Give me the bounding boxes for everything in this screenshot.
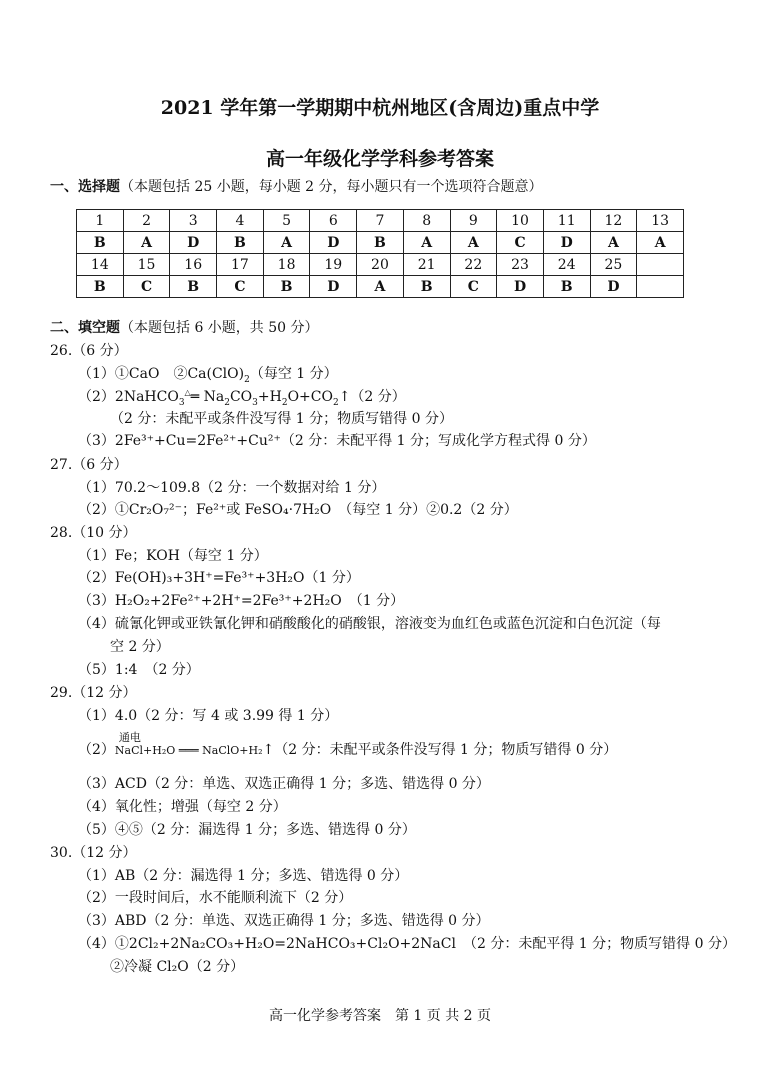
answer-cell: C <box>217 276 264 298</box>
answer-number-cell: 25 <box>590 254 637 276</box>
q26-heading: 26.（6 分） <box>50 343 128 359</box>
answer-number-cell: 23 <box>497 254 544 276</box>
answer-number-cell: 14 <box>77 254 124 276</box>
answer-number-cell: 1 <box>77 210 124 232</box>
answer-number-cell: 4 <box>217 210 264 232</box>
answer-number-cell: 5 <box>263 210 310 232</box>
answer-cell: C <box>497 232 544 254</box>
q29-heading: 29.（12 分） <box>50 685 137 701</box>
answer-number-cell: 9 <box>450 210 497 232</box>
answer-number-cell: 12 <box>590 210 637 232</box>
answer-cell: D <box>543 232 590 254</box>
answer-number-cell: 3 <box>170 210 217 232</box>
answer-cell: B <box>77 232 124 254</box>
answer-cell: A <box>590 232 637 254</box>
q29-equation <box>114 731 263 761</box>
page-footer: 高一化学参考答案 第 1 页 共 2 页 <box>268 1008 492 1024</box>
answer-number-cell: 10 <box>497 210 544 232</box>
answer-cell: A <box>637 232 684 254</box>
q28-part1: （1）Fe；KOH（每空 1 分） <box>78 548 268 564</box>
q30-part1: （1）AB（2 分：漏选得 1 分；多选、错选得 0 分） <box>78 868 409 884</box>
q29-part4: （4）氧化性；增强（每空 2 分） <box>78 799 287 815</box>
answer-cell: D <box>170 232 217 254</box>
q29-part3: （3）ACD（2 分：单选、双选正确得 1 分；多选、错选得 0 分） <box>78 776 490 792</box>
q30-part2: （2）一段时间后，水不能顺利流下（2 分） <box>78 890 353 906</box>
answer-number-cell: 21 <box>403 254 450 276</box>
answer-cell: B <box>403 276 450 298</box>
answer-row-answers-1 <box>77 232 684 254</box>
section1-note: （本题包括 25 小题，每小题 2 分，每小题只有一个选项符合题意） <box>120 179 543 195</box>
page-subtitle: 高一年级化学学科参考答案 <box>265 148 494 170</box>
q28-part2: （2）Fe(OH)₃+3H⁺=Fe³⁺+3H₂O（1 分） <box>78 570 360 586</box>
q30-part3: （3）ABD（2 分：单选、双选正确得 1 分；多选、错选得 0 分） <box>78 913 490 929</box>
q26-part2-note: （2 分：未配平或条件没写得 1 分；物质写错得 0 分） <box>110 411 453 427</box>
answer-cell: D <box>310 232 357 254</box>
q26-part3: （3）2Fe³⁺+Cu=2Fe²⁺+Cu²⁺（2 分：未配平得 1 分；写成化学方程式得 0 分） <box>78 433 596 449</box>
q26-part1-text: （1）①CaO ②Ca(ClO) <box>78 366 245 382</box>
section2-heading: 二、填空题 <box>50 320 120 336</box>
q30-heading: 30.（12 分） <box>50 845 137 861</box>
q28-heading: 28.（10 分） <box>50 525 137 541</box>
answer-cell: A <box>357 276 404 298</box>
answer-number-cell: 7 <box>357 210 404 232</box>
answer-number-cell <box>637 254 684 276</box>
q30-part4-b: ②冷凝 Cl₂O（2 分） <box>110 959 245 975</box>
section2-note: （本题包括 6 小题，共 50 分） <box>120 320 319 336</box>
answer-cell: B <box>357 232 404 254</box>
q30-part4: （4）①2Cl₂+2Na₂CO₃+H₂O=2NaHCO₃+Cl₂O+2NaCl （2 分：未配平得 1 分；物质写错得 0 分） <box>78 936 736 952</box>
answer-number-cell: 6 <box>310 210 357 232</box>
answer-cell: D <box>497 276 544 298</box>
answer-number-cell: 8 <box>403 210 450 232</box>
answer-number-cell: 16 <box>170 254 217 276</box>
answer-row-answers-2 <box>77 276 684 298</box>
answer-number-cell: 13 <box>637 210 684 232</box>
q29-equation-text: NaCl+H₂O ═══ NaClO+H₂ <box>114 744 263 757</box>
q26-part1: （1）①CaO $②Ca(ClO)_2$（每空 1 分） <box>78 366 338 385</box>
q26-eq-f: ↑（2 分） <box>338 389 406 405</box>
q26-eq-b: Na <box>203 389 225 405</box>
answer-cell: D <box>590 276 637 298</box>
answer-row-numbers-1 <box>77 210 684 232</box>
q28-part3: （3）H₂O₂+2Fe²⁺+2H⁺=2Fe³⁺+2H₂O （1 分） <box>78 593 405 609</box>
answer-cell: A <box>450 232 497 254</box>
q26-part1-score: （每空 1 分） <box>249 366 338 382</box>
answer-number-cell: 15 <box>123 254 170 276</box>
section1-heading-line <box>50 177 543 197</box>
answer-number-cell: 17 <box>217 254 264 276</box>
section1-heading: 一、选择题 <box>50 179 120 195</box>
answer-number-cell: 20 <box>357 254 404 276</box>
answer-number-cell: 24 <box>543 254 590 276</box>
answer-cell: A <box>403 232 450 254</box>
heat-condition-icon: △ <box>184 388 191 397</box>
q27-part2: （2）①Cr₂O₇²⁻；Fe²⁺或 FeSO₄·7H₂O （每空 1 分）②0.2（2 分） <box>78 502 518 518</box>
q27-heading: 27.（6 分） <box>50 457 128 473</box>
answer-number-cell: 11 <box>543 210 590 232</box>
electrolysis-condition: 通电 <box>118 731 141 744</box>
answer-cell: C <box>123 276 170 298</box>
page-title: 2021 学年第一学期期中杭州地区(含周边)重点中学 <box>160 97 600 119</box>
q26-eq-a: （2）2NaHCO <box>78 389 179 405</box>
answer-cell: B <box>543 276 590 298</box>
answer-number-cell: 19 <box>310 254 357 276</box>
q29-part2-score: ↑（2 分：未配平或条件没写得 1 分；物质写错得 0 分） <box>262 742 618 758</box>
answer-table <box>76 209 684 298</box>
q28-part4-cont: 空 2 分） <box>110 639 170 655</box>
answer-number-cell: 22 <box>450 254 497 276</box>
q29-part5: （5）④⑤（2 分：漏选得 1 分；多选、错选得 0 分） <box>78 822 416 838</box>
q27-part1: （1）70.2～109.8（2 分：一个数据对给 1 分） <box>78 480 386 496</box>
q29-part2 <box>78 731 618 761</box>
section2-heading-line <box>50 318 319 338</box>
answer-cell <box>637 276 684 298</box>
q29-part2-label: （2） <box>78 742 115 758</box>
answer-cell: B <box>263 276 310 298</box>
answer-cell: A <box>263 232 310 254</box>
q29-part1: （1）4.0（2 分：写 4 或 3.99 得 1 分） <box>78 708 339 724</box>
q26-eq-e: O+CO <box>287 389 333 405</box>
answer-row-numbers-2 <box>77 254 684 276</box>
q26-eq-d: +H <box>257 389 282 405</box>
answer-cell: A <box>123 232 170 254</box>
answer-number-cell: 2 <box>123 210 170 232</box>
q28-part5: （5）1:4 （2 分） <box>78 662 200 678</box>
q26-part2: （2）2NaHCO$_3$△═ $Na_2CO_3+H_2O+CO_2↑(2$ 分） <box>78 388 406 408</box>
q26-eq-c: CO <box>229 389 253 405</box>
answer-cell: B <box>77 276 124 298</box>
answer-cell: D <box>310 276 357 298</box>
answer-cell: B <box>217 232 264 254</box>
answer-cell: C <box>450 276 497 298</box>
answer-cell: B <box>170 276 217 298</box>
q28-part4: （4）硫氰化钾或亚铁氰化钾和硝酸酸化的硝酸银，溶液变为血红色或蓝色沉淀和白色沉淀（每 <box>78 616 661 632</box>
answer-number-cell: 18 <box>263 254 310 276</box>
